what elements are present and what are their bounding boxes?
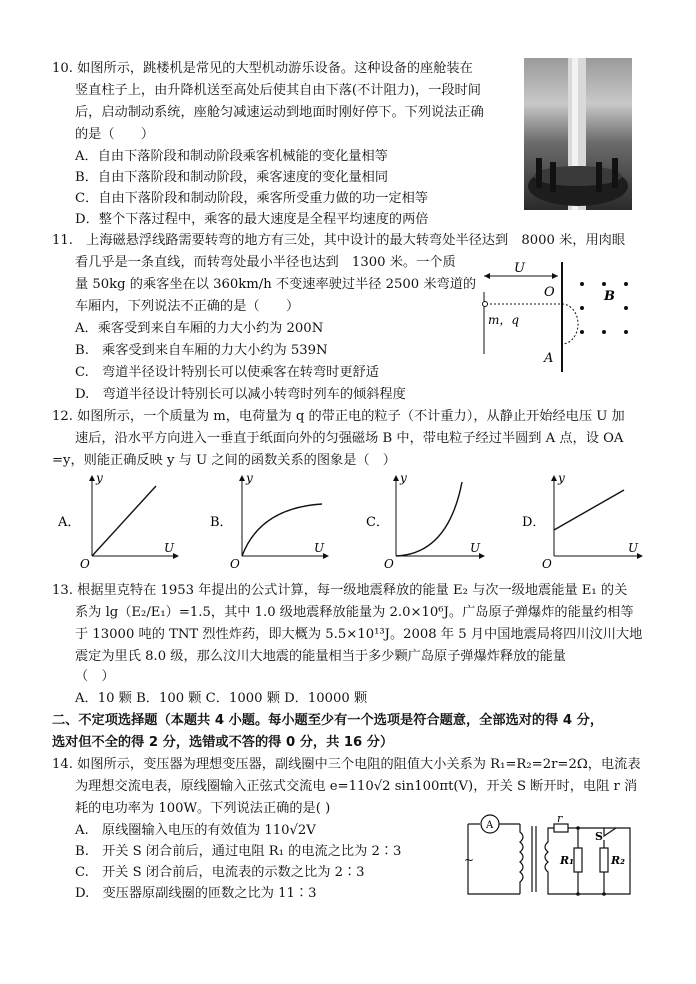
graph-a-curve <box>92 486 156 556</box>
q11-option-b: B. 乘客受到来自车厢的力大小约为 539N <box>75 343 328 358</box>
graph-d-label: D． <box>522 515 546 530</box>
graph-b-y: y <box>246 471 253 485</box>
q11-line-2: 看几乎是一条直线，而转弯处最小半径也达到 1300 米。一个质 <box>75 255 456 270</box>
graph-c-o: O <box>384 557 394 570</box>
graph-c-curve <box>396 482 462 556</box>
graph-d-curve <box>554 490 624 530</box>
q13-line-4: 震定为里氏 8.0 级，那么汶川大地震的能量相当于多少颗广岛原子弹爆炸释放的能量 <box>75 649 566 664</box>
q13-line-2: 系为 lg（E₂/E₁）=1.5，其中 1.0 级地震释放能量为 2.0×10⁶J。广岛原子弹爆炸的能量约相等 <box>75 605 634 620</box>
fig11-label-b: B <box>604 289 615 304</box>
graph-c-label: C． <box>366 515 389 530</box>
q14-transformer-circuit <box>458 812 642 904</box>
q11-line-4: 车厢内，下列说法不正确的是（ ） <box>75 299 300 314</box>
fig14-ammeter-label: A <box>486 820 494 831</box>
q10-line-3: 后，启动制动系统，座舱匀减速运动到地面时刚好停下。下列说法正确 <box>75 105 484 120</box>
q12-line-1: 12. 如图所示，一个质量为 m，电荷量为 q 的带正电的粒子（不计重力），从静止开始经电压 U 加 <box>52 409 625 424</box>
fig14-s-label: S <box>595 830 603 843</box>
q14-line-1: 14. 如图所示，变压器为理想变压器，副线圈中三个电阻的阻值大小关系为 R₁=R₂=2r=2Ω，电流表 <box>52 757 641 772</box>
q12-line-2: 速后，沿水平方向进入一垂直于纸面向外的匀强磁场 B 中，带电粒子经过半圆到 A 点，设 OA <box>75 431 624 446</box>
graph-b-curve <box>242 504 322 556</box>
q13-line-1: 13. 根据里克特在 1953 年提出的公式计算，每一级地震释放的能量 E₂ 与次一级地震能量 E₁ 的关 <box>52 583 628 598</box>
graph-b-o: O <box>230 557 240 570</box>
q11-magnetic-field-figure <box>476 256 656 376</box>
q11-line-1: 11. 上海磁悬浮线路需要转弯的地方有三处，其中设计的最大转弯处半径达到 8000 米，用肉眼 <box>52 233 626 248</box>
q14-option-b: B. 开关 S 闭合前后，通过电阻 R₁ 的电流之比为 2∶3 <box>75 844 402 859</box>
graph-b-label: B． <box>210 515 233 530</box>
q10-line-2: 竖直柱子上，由升降机送至高处后使其自由下落(不计阻力)，一段时间 <box>75 83 481 98</box>
fig14-source-label: ~ <box>464 853 475 867</box>
q13-options: A．10 颗 B．100 颗 C．1000 颗 D．10000 颗 <box>75 691 368 706</box>
q10-option-a: A．自由下落阶段和制动阶段乘客机械能的变化量相等 <box>75 149 388 164</box>
q14-line-3: 耗的电功率为 100W。下列说法正确的是( ) <box>75 801 331 816</box>
section2-heading-line1: 二、不定项选择题（本题共 4 小题。每小题至少有一个选项是符合题意，全部选对的得 4 分， <box>52 713 604 728</box>
graph-d-y: y <box>558 471 565 485</box>
graph-a-x: U <box>164 541 175 555</box>
q14-option-c: C. 开关 S 闭合前后，电流表的示数之比为 2∶3 <box>75 865 365 880</box>
q10-option-b: B．自由下落阶段和制动阶段，乘客速度的变化量相同 <box>75 170 389 185</box>
fig14-r1-label: R₁ <box>560 854 574 867</box>
graph-d-o: O <box>542 557 552 570</box>
graph-b-x: U <box>314 541 325 555</box>
q10-option-c: C．自由下落阶段和制动阶段，乘客所受重力做的功一定相等 <box>75 191 428 206</box>
graph-c-x: U <box>470 541 481 555</box>
q10-option-d: D．整个下落过程中，乘客的最大速度是全程平均速度的两倍 <box>75 212 429 227</box>
graph-a-label: A． <box>58 515 81 530</box>
q10-line-4: 的是（ ） <box>75 127 155 142</box>
q12-graph-options <box>52 470 652 570</box>
q11-option-a: A．乘客受到来自车厢的力大小约为 200N <box>75 321 324 336</box>
graph-a-y: y <box>96 471 103 485</box>
fig11-label-a: A <box>544 351 554 366</box>
q13-line-3: 于 13000 吨的 TNT 烈性炸药，即大概为 5.5×10¹³J。2008 年 5 月中国地震局将四川汶川大地 <box>75 627 643 642</box>
q11-option-c: C. 弯道半径设计特别长可以使乘客在转弯时更舒适 <box>75 365 379 380</box>
q12-line-3: =y，则能正确反映 y 与 U 之间的函数关系的图象是（ ） <box>52 453 396 468</box>
q14-line-2: 为理想交流电表，原线圈输入正弦式交流电 e=110√2 sin100πt(V)，开关 S 断开时，电阻 r 消 <box>75 779 638 794</box>
q14-option-a: A. 原线圈输入电压的有效值为 110√2V <box>75 823 316 838</box>
graph-d-x: U <box>628 541 639 555</box>
graph-c-y: y <box>400 471 407 485</box>
fig11-label-mq: m，q <box>488 313 520 327</box>
q14-option-d: D. 变压器原副线圈的匝数之比为 11∶3 <box>75 886 317 901</box>
fig14-r2-label: R₂ <box>611 854 625 867</box>
graph-a-o: O <box>80 557 90 570</box>
q13-line-5: （ ） <box>75 669 115 684</box>
q10-line-1: 10. 如图所示，跳楼机是常见的大型机动游乐设备。这种设备的座舱装在 <box>52 61 473 76</box>
fig11-label-o: O <box>544 285 555 300</box>
section2-heading-line2: 选对但不全的得 2 分，选错或不答的得 0 分，共 16 分） <box>52 735 394 750</box>
fig14-r-label: r <box>557 812 563 825</box>
drop-tower-photo <box>524 58 632 210</box>
q11-line-3: 量 50kg 的乘客坐在以 360km/h 不变速率驶过半径 2500 米弯道的 <box>75 277 477 292</box>
fig11-label-u: U <box>514 261 525 276</box>
q11-option-d: D. 弯道半径设计特别长可以减小转弯时列车的倾斜程度 <box>75 387 406 402</box>
